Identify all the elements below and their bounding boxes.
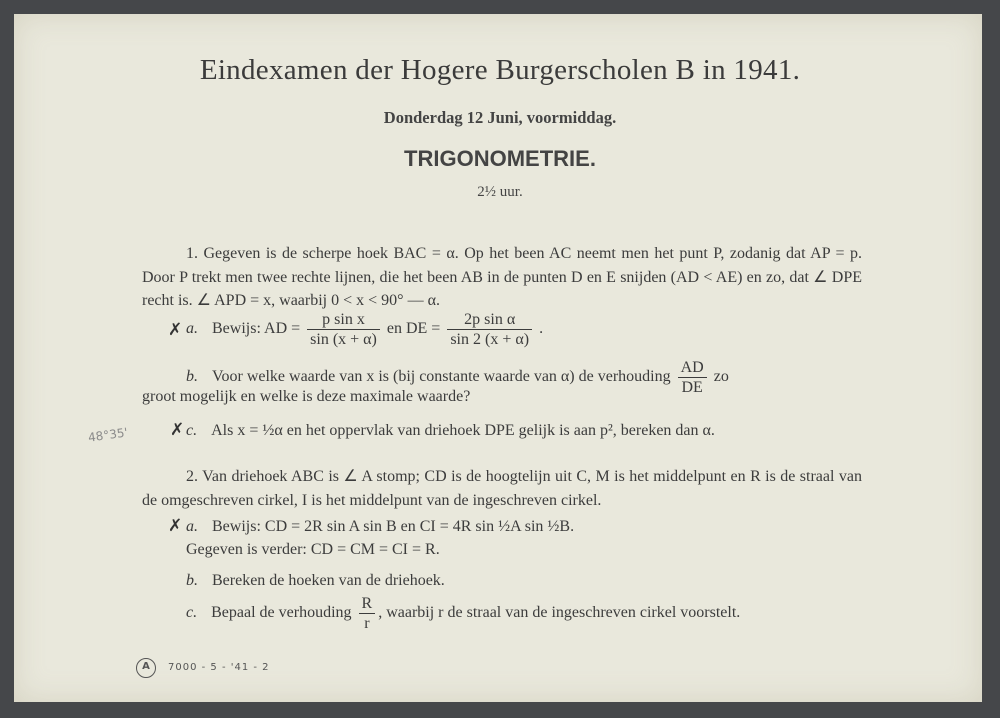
exam-subject: TRIGONOMETRIE.	[404, 146, 596, 171]
question-2a-label: a.	[186, 518, 198, 535]
question-1a	[186, 310, 543, 349]
question-1a-text: Bewijs: AD =	[212, 320, 301, 338]
question-2-intro: 2. Van driehoek ABC is ∠ A stomp; CD is de hoogtelijn uit C, M is het middelpunt en R is de straal van de omgeschreven cirkel, I is het middelpunt van de ingeschreven cirkel.	[142, 468, 862, 509]
printer-logo-letter: A	[142, 661, 150, 672]
question-2b	[186, 572, 445, 590]
question-2a	[186, 518, 574, 536]
question-1b-line2: groot mogelijk en welke is deze maximale waarde?	[142, 388, 471, 405]
fraction-de	[447, 310, 532, 349]
question-1-intro: 1. Gegeven is de scherpe hoek BAC = α. Op het been AC neemt men het punt P, zodanig dat AP = p. Door P trekt men twee rechte lijnen, die het been AB in de punten D en E snijden (AD < AE) en zo, dat ∠ DPE recht is. ∠ APD = x, waarbij 0 < x < 90° — α.	[142, 245, 862, 309]
fraction-ad-numerator: p sin x	[307, 310, 380, 330]
fraction-de-numerator: 2p sin α	[447, 310, 532, 330]
question-2c-label: c.	[186, 604, 198, 622]
question-1a-text2: en DE =	[386, 320, 441, 338]
fraction-ratio-denominator: DE	[681, 379, 703, 396]
pencil-note: 48°35'	[87, 425, 129, 445]
fraction-radius-numerator: R	[359, 594, 376, 614]
check-mark-1: ✗	[168, 320, 183, 340]
exam-title: Eindexamen der Hogere Burgerscholen B in 1941.	[199, 54, 801, 86]
fraction-radius	[359, 594, 376, 633]
fraction-ad	[307, 310, 380, 349]
question-2c-text: Bepaal de verhouding	[211, 604, 352, 622]
fraction-de-denominator: sin 2 (x + α)	[450, 331, 530, 348]
fraction-ratio	[678, 358, 707, 397]
fraction-ad-denominator: sin (x + α)	[310, 331, 377, 348]
question-2a-given: Gegeven is verder: CD = CM = CI = R.	[186, 541, 440, 558]
check-mark-2: ✗	[170, 420, 185, 440]
check-mark-3: ✗	[168, 516, 183, 536]
question-1b-label: b.	[186, 368, 198, 386]
fraction-radius-denominator: r	[364, 615, 370, 632]
exam-date: Donderdag 12 Juni, voormiddag.	[383, 108, 617, 127]
exam-duration: 2½ uur.	[477, 184, 523, 200]
question-1b-text: Voor welke waarde van x is (bij constante waarde van α) de verhouding	[212, 368, 671, 386]
question-2a-text: Bewijs: CD = 2R sin A sin B en CI = 4R sin ½A sin ½B.	[212, 518, 575, 535]
fraction-ratio-numerator: AD	[678, 358, 707, 378]
question-2b-text: Bereken de hoeken van de driehoek.	[212, 572, 445, 589]
printer-logo-icon	[136, 658, 156, 678]
question-1c-text: Als x = ½α en het oppervlak van driehoek DPE gelijk is aan p², bereken dan α.	[211, 422, 715, 439]
question-1c	[186, 422, 715, 440]
question-2c	[186, 594, 740, 633]
question-1b-zo: zo	[713, 368, 729, 386]
question-1c-label: c.	[186, 422, 198, 439]
question-1a-label: a.	[186, 320, 198, 338]
question-2b-label: b.	[186, 572, 198, 589]
question-1a-end: .	[539, 320, 544, 338]
print-code: 7000 - 5 - '41 - 2	[168, 662, 270, 673]
question-2c-text2: , waarbij r de straal van de ingeschreven cirkel voorstelt.	[378, 604, 741, 622]
